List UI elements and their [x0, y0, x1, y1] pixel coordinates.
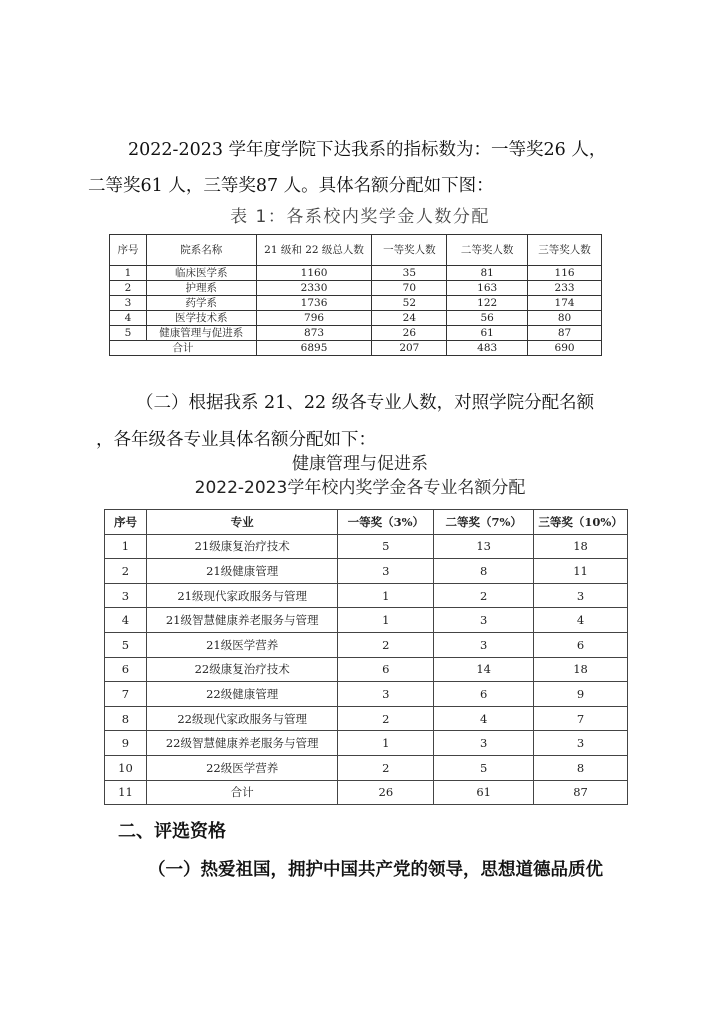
table-cell: 合计 [110, 341, 257, 356]
table-row [105, 608, 628, 633]
table-cell: 3 [534, 731, 628, 756]
table-cell: 8 [534, 755, 628, 780]
table-cell: 6895 [256, 341, 372, 356]
table-cell: 56 [447, 311, 528, 326]
table-cell: 6 [105, 657, 147, 682]
table-cell: 207 [372, 341, 447, 356]
table-cell: 24 [372, 311, 447, 326]
table1-header-cell: 21 级和 22 级总人数 [256, 235, 372, 266]
table-cell: 116 [528, 266, 602, 281]
table-cell: 临床医学系 [146, 266, 256, 281]
table-row [105, 534, 628, 559]
table-row [110, 296, 602, 311]
table-cell: 5 [110, 326, 147, 341]
table-cell: 233 [528, 281, 602, 296]
table-row [105, 632, 628, 657]
table-cell: 1160 [256, 266, 372, 281]
table-cell: 122 [447, 296, 528, 311]
table-cell: 2330 [256, 281, 372, 296]
table-cell: 护理系 [146, 281, 256, 296]
table2-header-cell: 二等奖（7%） [434, 510, 534, 535]
table-row [110, 281, 602, 296]
table-cell: 87 [534, 780, 628, 805]
table-cell: 873 [256, 326, 372, 341]
table-cell: 2 [338, 632, 434, 657]
table-row [105, 755, 628, 780]
table1-header-cell: 序号 [110, 235, 147, 266]
table-cell: 22级健康管理 [146, 682, 338, 707]
table-cell: 21级健康管理 [146, 559, 338, 584]
table2-header-cell: 一等奖（3%） [338, 510, 434, 535]
table2-title-line-2: 2022-2023学年校内奖学金各专业名额分配 [194, 478, 526, 498]
table-cell: 21级智慧健康养老服务与管理 [146, 608, 338, 633]
table-cell: 22级现代家政服务与管理 [146, 706, 338, 731]
table-row [110, 266, 602, 281]
table-cell: 1 [338, 608, 434, 633]
table-row [105, 583, 628, 608]
intro-line-1: 2022-2023 学年度学院下达我系的指标数为：一等奖26 人， [128, 140, 607, 160]
table-cell: 796 [256, 311, 372, 326]
table-cell: 22级智慧健康养老服务与管理 [146, 731, 338, 756]
table-cell: 174 [528, 296, 602, 311]
table-cell: 6 [534, 632, 628, 657]
table-cell: 3 [434, 731, 534, 756]
table2 [104, 509, 628, 805]
table-cell: 4 [105, 608, 147, 633]
table-cell: 10 [105, 755, 147, 780]
table-cell: 26 [372, 326, 447, 341]
table-cell: 70 [372, 281, 447, 296]
table-cell: 9 [534, 682, 628, 707]
table-cell: 2 [338, 706, 434, 731]
intro-line-2: 二等奖61 人，三等奖87 人。具体名额分配如下图： [88, 176, 494, 196]
table-cell: 2 [110, 281, 147, 296]
table-cell: 1 [105, 534, 147, 559]
table1-header-cell: 三等奖人数 [528, 235, 602, 266]
table2-header-cell: 专业 [146, 510, 338, 535]
table-cell: 1 [338, 583, 434, 608]
table1-title: 表 1：各系校内奖学金人数分配 [230, 207, 490, 227]
table-cell: 11 [105, 780, 147, 805]
table2-title [0, 452, 720, 500]
table-row [105, 657, 628, 682]
table-cell: 5 [434, 755, 534, 780]
table-cell: 52 [372, 296, 447, 311]
table2-header-cell: 序号 [105, 510, 147, 535]
table-cell: 13 [434, 534, 534, 559]
table-cell: 21级现代家政服务与管理 [146, 583, 338, 608]
table-cell: 3 [534, 583, 628, 608]
table-cell: 22级医学营养 [146, 755, 338, 780]
table2-title-line-1: 健康管理与促进系 [292, 454, 428, 474]
table-cell: 药学系 [146, 296, 256, 311]
table-cell: 18 [534, 534, 628, 559]
table-cell: 14 [434, 657, 534, 682]
table-cell: 1736 [256, 296, 372, 311]
table-cell: 9 [105, 731, 147, 756]
table1-total-row [110, 341, 602, 356]
table-cell: 1 [110, 266, 147, 281]
table-cell: 163 [447, 281, 528, 296]
table-cell: 483 [447, 341, 528, 356]
table-cell: 4 [434, 706, 534, 731]
table-cell: 81 [447, 266, 528, 281]
table-row [110, 326, 602, 341]
table1-header-cell: 二等奖人数 [447, 235, 528, 266]
table2-total-row [105, 780, 628, 805]
table-cell: 61 [447, 326, 528, 341]
table-cell: 26 [338, 780, 434, 805]
table1-header-cell: 院系名称 [146, 235, 256, 266]
table-cell: 8 [434, 559, 534, 584]
table-cell: 医学技术系 [146, 311, 256, 326]
table-cell: 5 [105, 632, 147, 657]
table-cell: 3 [338, 682, 434, 707]
table-row [105, 706, 628, 731]
section3-line-1: （一）热爱祖国，拥护中国共产党的领导，思想道德品质优 [148, 860, 603, 880]
table-cell: 7 [105, 682, 147, 707]
table-cell: 690 [528, 341, 602, 356]
table-cell: 22级康复治疗技术 [146, 657, 338, 682]
table-cell: 3 [434, 632, 534, 657]
table-cell: 61 [434, 780, 534, 805]
table-cell: 4 [534, 608, 628, 633]
table-cell: 2 [338, 755, 434, 780]
table-row [105, 559, 628, 584]
table2-header-cell: 三等奖（10%） [534, 510, 628, 535]
table1 [109, 234, 602, 356]
table-cell: 21级医学营养 [146, 632, 338, 657]
table-cell: 1 [338, 731, 434, 756]
table-cell: 3 [110, 296, 147, 311]
table-cell: 87 [528, 326, 602, 341]
table-cell: 合计 [146, 780, 338, 805]
table-row [105, 682, 628, 707]
table-cell: 6 [434, 682, 534, 707]
section3-heading: 二、评选资格 [118, 821, 226, 842]
section2-line-2: ，各年级各专业具体名额分配如下： [96, 430, 376, 450]
table-cell: 18 [534, 657, 628, 682]
table-cell: 4 [110, 311, 147, 326]
table-cell: 3 [105, 583, 147, 608]
table2-header-row [105, 510, 628, 535]
table-row [105, 731, 628, 756]
table-row [110, 311, 602, 326]
table1-header-cell: 一等奖人数 [372, 235, 447, 266]
table-cell: 5 [338, 534, 434, 559]
table-cell: 2 [105, 559, 147, 584]
table-cell: 3 [434, 608, 534, 633]
table-cell: 11 [534, 559, 628, 584]
table-cell: 3 [338, 559, 434, 584]
table-cell: 35 [372, 266, 447, 281]
table-cell: 健康管理与促进系 [146, 326, 256, 341]
table-cell: 21级康复治疗技术 [146, 534, 338, 559]
section2-line-1: （二）根据我系 21、22 级各专业人数，对照学院分配名额 [136, 393, 595, 413]
table-cell: 8 [105, 706, 147, 731]
table-cell: 7 [534, 706, 628, 731]
table-cell: 80 [528, 311, 602, 326]
table-cell: 6 [338, 657, 434, 682]
table-cell: 2 [434, 583, 534, 608]
table1-header-row [110, 235, 602, 266]
